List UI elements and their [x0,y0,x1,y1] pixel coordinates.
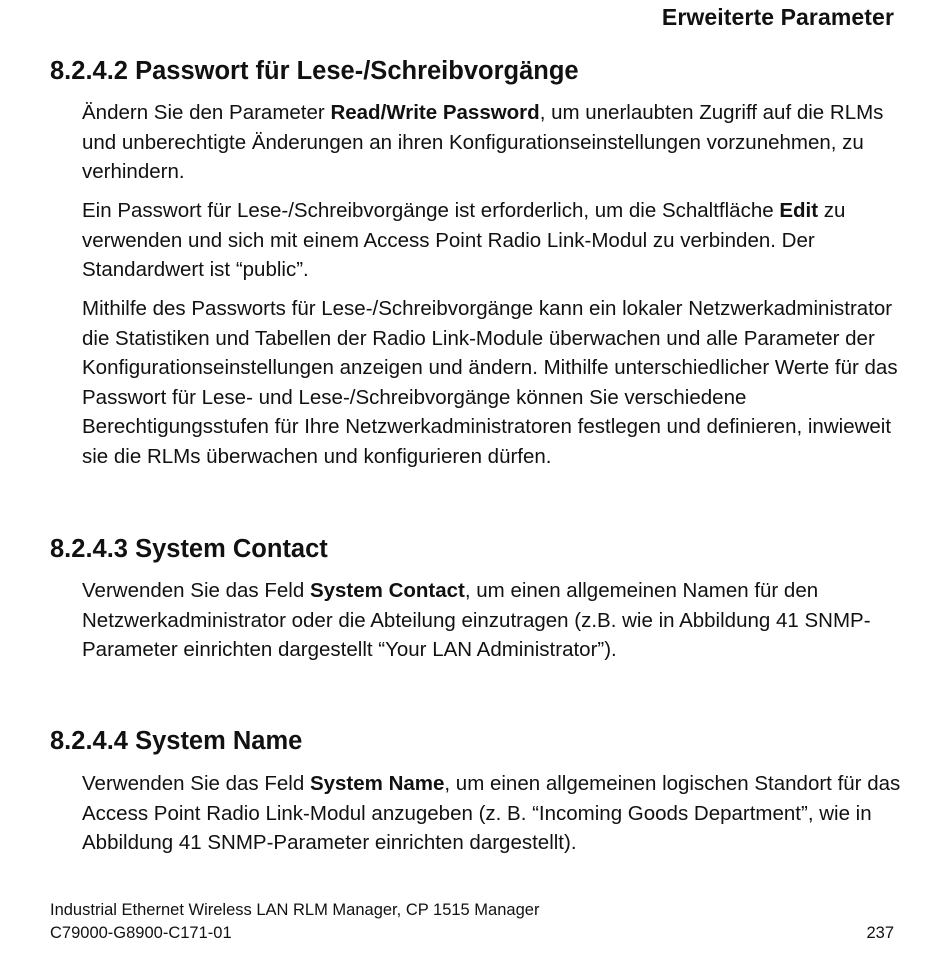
section-heading-password: 8.2.4.2 Passwort für Lese-/Schreibvorgänge [50,57,579,85]
running-header: Erweiterte Parameter [661,4,894,30]
paragraph-text: , um einen allgemeinen logischen Standort für das Access Point Radio Link-Modul anzugeben (z. B. “Incoming Goods Department”, wie in Abbildung 41 SNMP-Parameter einrichten dargestellt). [82,772,901,855]
paragraph-bold-term: Edit [779,199,819,222]
section-heading-system-name: 8.2.4.4 System Name [50,727,303,755]
paragraph-text: Verwenden Sie das Feld [82,772,310,795]
paragraph-bold-term: System Name [309,772,445,795]
paragraph-text: Mithilfe des Passworts für Lese-/Schreibvorgänge kann ein lokaler Netzwerkadministrator die Statistiken und Tabellen der Radio Link-Module überwachen und alle Parameter der Konfigurationseinstellungen anzeigen und ändern. Mithilfe unterschiedlicher Werte für das Passwort für Lese- und Lese-/Schreibvorgänge können Sie verschiedene Berechtigungsstufen für Ihre Netzwerkadministratoren festlegen und definieren, inwieweit sie die RLMs überwachen und konfigurieren dürfen. [82,297,898,468]
section-heading-system-contact: 8.2.4.3 System Contact [50,535,328,563]
paragraph-bold-term: System Contact [309,579,465,602]
paragraph-bold-term: Read/Write Password [330,101,540,124]
page-number: 237 [866,924,894,942]
paragraph-text: Ändern Sie den Parameter [82,101,331,124]
paragraph-text: Verwenden Sie das Feld [82,579,310,602]
paragraph [82,98,902,187]
paragraph [82,196,902,285]
paragraph-text: , um unerlaubten Zugriff auf die RLMs und unberechtigte Änderungen an ihren Konfigurationseinstellungen vorzunehmen, zu verhindern. [82,101,884,184]
paragraph [82,294,902,472]
paragraph-text: , um einen allgemeinen Namen für den Netzwerkadministrator oder die Abteilung einzutragen (z.B. wie in Abbildung 41 SNMP-Parameter einrichten dargestellt “Your LAN Administrator”). [82,579,871,662]
paragraph [82,769,902,858]
paragraph-text: zu verwenden und sich mit einem Access Point Radio Link-Modul zu verbinden. Der Standardwert ist “public”. [82,199,846,282]
footer-product-line: Industrial Ethernet Wireless LAN RLM Manager, CP 1515 Manager [50,901,540,919]
paragraph [82,576,902,665]
footer-document-number: C79000-G8900-C171-01 [50,924,232,942]
paragraph-text: Ein Passwort für Lese-/Schreibvorgänge ist erforderlich, um die Schaltfläche [82,199,780,222]
